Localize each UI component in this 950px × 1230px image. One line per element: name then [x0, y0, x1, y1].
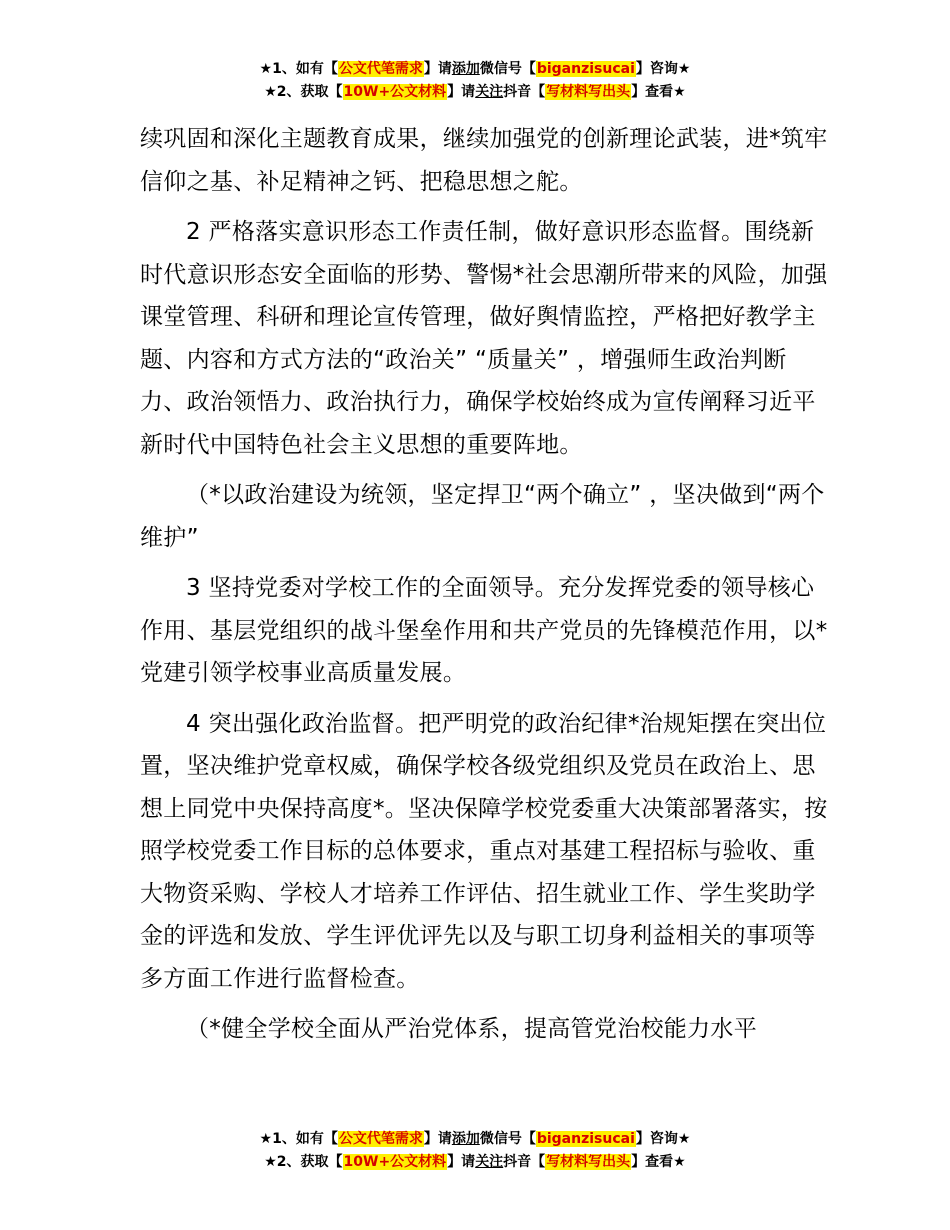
- banner-underlined: 关注: [475, 84, 504, 100]
- paragraph: （*以政治建设为统领，坚定捍卫“两个确立” ，坚决做到“两个维护”: [140, 482, 825, 551]
- banner-line-2: [0, 1151, 950, 1174]
- banner-highlight: 公文代笔需求: [338, 61, 423, 77]
- header-banner: [0, 58, 950, 104]
- banner-text: 】请: [447, 1154, 476, 1170]
- banner-highlight: biganzisucai: [536, 1131, 635, 1147]
- banner-highlight: biganzisucai: [536, 61, 635, 77]
- banner-line-1: [0, 1128, 950, 1151]
- banner-text: ★1、如有【: [259, 61, 338, 77]
- banner-underlined: 添加: [451, 61, 480, 77]
- paragraph: 4 突出强化政治监督。把严明党的政治纪律*治规矩摆在突出位置，坚决维护党章权威，确保学校各级党组织及党员在政治上、思想上同党中央保持高度*。坚决保障学校党委重大决策部署落实，按照学校党委工作目标的总体要求，重点对基建工程招标与验收、重大物资采购、学校人才培养工作评估、招生就业工作、学生奖助学金的评选和发放、学生评优评先以及与职工切身利益相关的事项等多方面工作进行监督检查。: [140, 710, 828, 992]
- paragraph: 续巩固和深化主题教育成果，继续加强党的创新理论武装，进*筑牢信仰之基、补足精神之钙、把稳思想之舵。: [140, 126, 828, 195]
- banner-text: ★2、获取【: [264, 1154, 343, 1170]
- banner-text: ★2、获取【: [264, 84, 343, 100]
- footer-banner: [0, 1128, 950, 1174]
- paragraph: （*健全学校全面从严治党体系，提高管党治校能力水平: [186, 1016, 757, 1042]
- banner-text: 】请: [423, 1131, 452, 1147]
- banner-text: 微信号【: [479, 1131, 536, 1147]
- banner-text: ★1、如有【: [259, 1131, 338, 1147]
- banner-highlight: 10W+公文材料: [343, 1154, 447, 1170]
- banner-text: 抖音【: [503, 1154, 546, 1170]
- banner-text: 抖音【: [503, 84, 546, 100]
- banner-text: 】查看★: [631, 84, 686, 100]
- banner-line-1: [0, 58, 950, 81]
- banner-text: 】请: [423, 61, 452, 77]
- banner-line-2: [0, 81, 950, 104]
- banner-text: 微信号【: [479, 61, 536, 77]
- banner-highlight: 写材料写出头: [546, 84, 631, 100]
- banner-text: 】咨询★: [635, 1131, 691, 1147]
- banner-underlined: 添加: [451, 1131, 480, 1147]
- banner-highlight: 10W+公文材料: [343, 84, 447, 100]
- paragraph: 3 坚持党委对学校工作的全面领导。充分发挥党委的领导核心作用、基层党组织的战斗堡垒作用和共产党员的先锋模范作用，以*党建引领学校事业高质量发展。: [140, 575, 828, 686]
- banner-highlight: 写材料写出头: [546, 1154, 631, 1170]
- banner-highlight: 公文代笔需求: [338, 1131, 423, 1147]
- banner-text: 】请: [447, 84, 476, 100]
- banner-underlined: 关注: [475, 1154, 504, 1170]
- document-body: [140, 118, 830, 1059]
- banner-text: 】咨询★: [635, 61, 691, 77]
- banner-text: 】查看★: [631, 1154, 686, 1170]
- paragraph: 2 严格落实意识形态工作责任制，做好意识形态监督。围绕新时代意识形态安全面临的形势、警惕*社会思潮所带来的风险，加强课堂管理、科研和理论宣传管理，做好舆情监控，严格把好教学主题、内容和方式方法的“政治关” “质量关” ，增强师生政治判断力、政治领悟力、政治执行力，确保学校始终成为宣传阐释习近平新时代中国特色社会主义思想的重要阵地。: [140, 219, 828, 458]
